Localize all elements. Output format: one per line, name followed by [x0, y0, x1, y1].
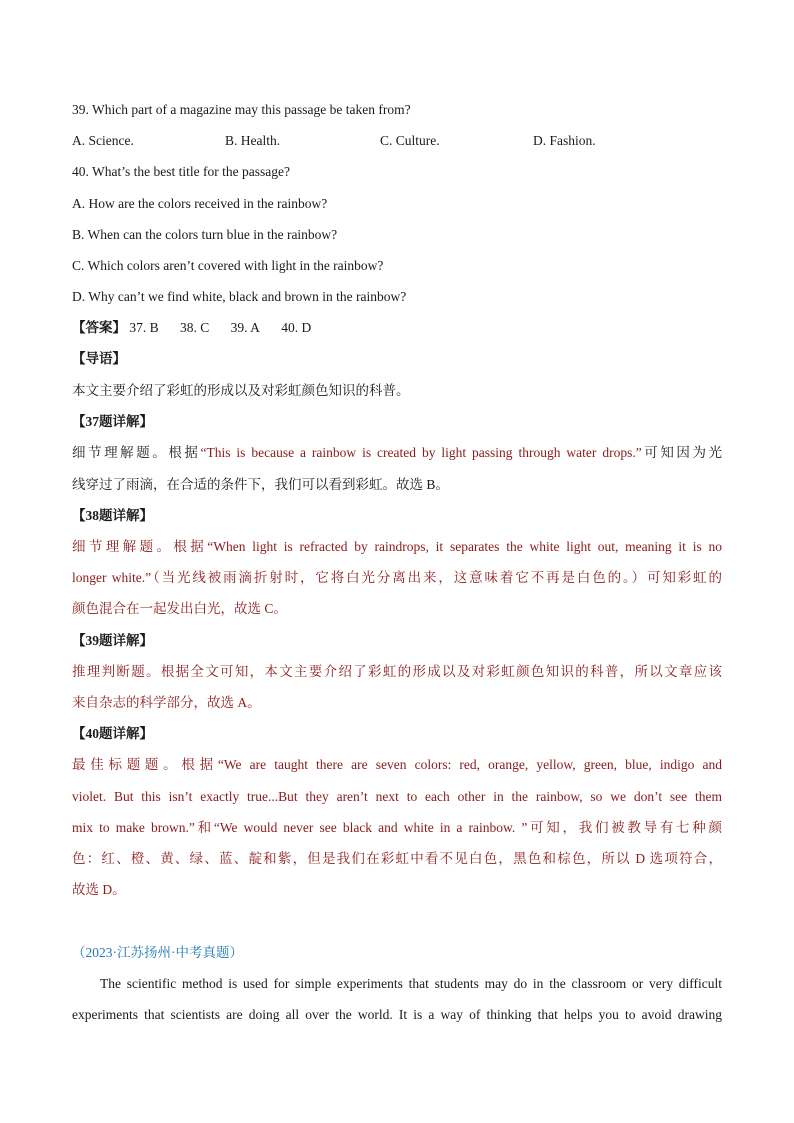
explain-39-line-2: 来自杂志的科学部分，故选 A。 — [72, 695, 261, 710]
option-40-d: D. Why can’t we find white, black and brown in the rainbow? — [72, 289, 407, 304]
intro-text: 本文主要介绍了彩虹的形成以及对彩虹颜色知识的科普。 — [72, 383, 410, 398]
question-40-stem: 40. What’s the best title for the passage? — [72, 164, 290, 179]
explain-37-quote: “This is because a rainbow is created by light passing through water drops.” — [200, 445, 642, 460]
explain-40-line-2: violet. But this isn’t exactly true...But they aren’t next to each other in the rainbow, so we don’t see them — [72, 789, 722, 804]
answer-37: 37. B — [129, 320, 159, 335]
explain-37-suffix: 可知因为光 — [641, 445, 723, 460]
explain-39-label: 【39题详解】 — [72, 633, 153, 648]
answer-40: 40. D — [281, 320, 312, 335]
option-40-a: A. How are the colors received in the rainbow? — [72, 196, 328, 211]
option-40-c: C. Which colors aren’t covered with light in the rainbow? — [72, 258, 384, 273]
answer-label: 【答案】 — [72, 320, 126, 335]
explain-37-line-1 — [72, 443, 722, 463]
passage-line-1: The scientific method is used for simple experiments that students may do in the classroom or very difficult — [100, 976, 722, 991]
option-39-d: D. Fashion. — [533, 133, 596, 148]
explain-40-line-3: mix to make brown.”和“We would never see black and white in a rainbow. ”可知，我们被教导有七种颜 — [72, 820, 722, 835]
passage-source: （2023·江苏扬州·中考真题） — [72, 945, 243, 960]
option-40-b: B. When can the colors turn blue in the rainbow? — [72, 227, 338, 242]
explain-40-line-4: 色：红、橙、黄、绿、蓝、靛和紫，但是我们在彩虹中看不见白色，黑色和棕色，所以 D 选项符合， — [72, 851, 722, 866]
question-39-options — [72, 131, 722, 151]
explain-40-line-5: 故选 D。 — [72, 882, 126, 897]
answer-line — [72, 318, 722, 338]
passage-line-2: experiments that scientists are doing all over the world. It is a way of thinking that helps you to avoid drawing — [72, 1007, 722, 1022]
explain-38-label: 【38题详解】 — [72, 508, 153, 523]
explain-40-label: 【40题详解】 — [72, 726, 153, 741]
explain-39-line-1: 推理判断题。根据全文可知，本文主要介绍了彩虹的形成以及对彩虹颜色知识的科普，所以文章应该 — [72, 664, 722, 679]
explain-37-prefix: 细节理解题。根据 — [72, 445, 201, 460]
explain-40-line-1: 最佳标题题。根据“We are taught there are seven colors: red, orange, yellow, green, blue, indigo and — [72, 757, 722, 772]
explain-37-label: 【37题详解】 — [72, 414, 153, 429]
option-39-c: C. Culture. — [380, 133, 440, 148]
option-39-b: B. Health. — [225, 133, 281, 148]
explain-38-line-2: longer white.”（当光线被雨滴折射时，它将白光分离出来，这意味着它不再是白色的。）可知彩虹的 — [72, 570, 722, 585]
answer-38: 38. C — [180, 320, 210, 335]
answer-39: 39. A — [230, 320, 260, 335]
explain-38-line-3: 颜色混合在一起发出白光，故选 C。 — [72, 601, 287, 616]
explain-38-line-1: 细节理解题。根据“When light is refracted by raindrops, it separates the white light out, meaning it is no — [72, 539, 722, 554]
explain-37-line-2: 线穿过了雨滴，在合适的条件下，我们可以看到彩虹。故选 B。 — [72, 477, 449, 492]
question-39-stem: 39. Which part of a magazine may this passage be taken from? — [72, 102, 411, 117]
intro-label: 【导语】 — [72, 351, 126, 366]
option-39-a: A. Science. — [72, 133, 134, 148]
